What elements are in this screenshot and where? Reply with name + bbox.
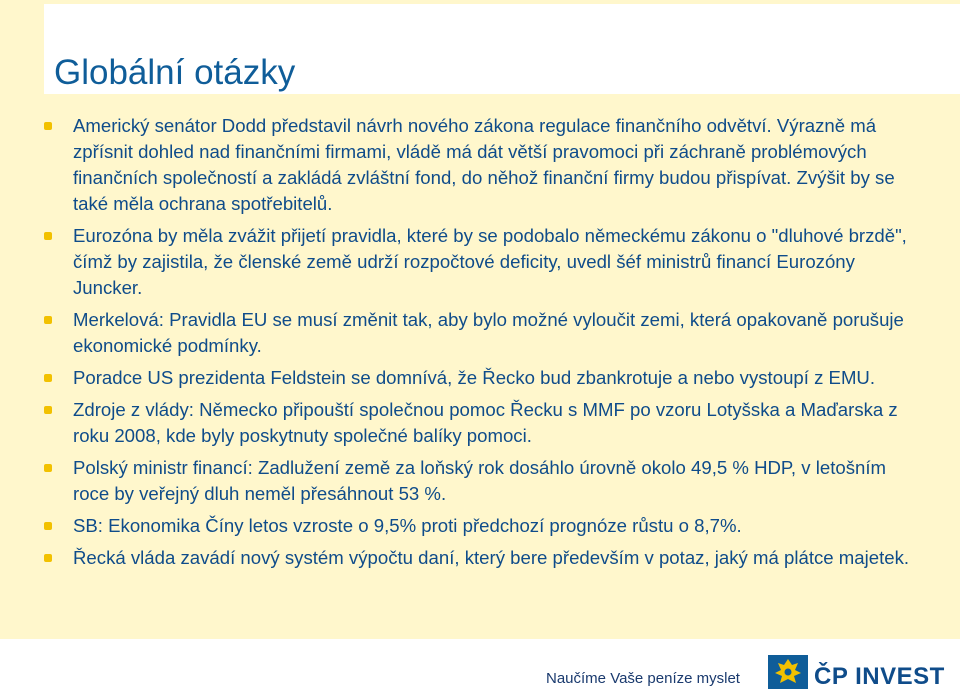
cp-invest-emblem-icon — [768, 655, 808, 689]
bullet-icon — [44, 232, 52, 240]
bullet-text: Polský ministr financí: Zadlužení země za loňský rok dosáhlo úrovně okolo 49,5 % HDP, v letošním roce by veřejný dluh neměl přesáhnout 53 %. — [73, 457, 886, 504]
bullet-icon — [44, 316, 52, 324]
brand-name: ČP INVEST — [814, 663, 945, 690]
bullet-icon — [44, 522, 52, 530]
bullet-icon — [44, 464, 52, 472]
bullet-icon — [44, 122, 52, 130]
bullet-icon — [44, 406, 52, 414]
bullet-text: Poradce US prezidenta Feldstein se domnívá, že Řecko bud zbankrotuje a nebo vystoupí z EMU. — [73, 367, 876, 388]
list-item — [0, 365, 960, 391]
bullet-icon — [44, 554, 52, 562]
list-item — [0, 223, 960, 301]
bullet-text: Řecká vláda zavádí nový systém výpočtu daní, který bere především v potaz, jaký má plátce majetek. — [73, 547, 910, 568]
list-item — [0, 307, 960, 359]
bullet-text: Zdroje z vlády: Německo připouští společnou pomoc Řecku s MMF po vzoru Lotyšska a Maďarska z roku 2008, kde byly poskytnuty společné balíky pomoci. — [73, 399, 898, 446]
bullet-text: Eurozóna by měla zvážit přijetí pravidla, které by se podobalo německému zákonu o "dluhové brzdě", čímž by zajistila, že členské země udrží rozpočtové deficity, uvedl šéf ministrů financí Eurozóny Juncker. — [73, 225, 907, 298]
list-item — [0, 455, 960, 507]
bullet-text: Americký senátor Dodd představil návrh nového zákona regulace finančního odvětví. Výrazně má zpřísnit dohled nad finančními firmami, vládě má dát větší pravomoci při záchraně problémových finančních společností a zakládá zvláštní fond, do něhož finanční firmy budou přispívat. Zvýšit by se také měla ochrana spotřebitelů. — [73, 115, 895, 214]
slide-title: Globální otázky — [54, 53, 296, 92]
list-item — [0, 513, 960, 539]
bullet-list — [0, 113, 960, 577]
content-area — [0, 96, 960, 639]
list-item — [0, 545, 960, 571]
bullet-icon — [44, 374, 52, 382]
bullet-text: Merkelová: Pravidla EU se musí změnit tak, aby bylo možné vyloučit zemi, která opakovaně porušuje ekonomické podmínky. — [73, 309, 904, 356]
list-item — [0, 113, 960, 217]
footer-slogan: Naučíme Vaše peníze myslet — [546, 670, 740, 687]
bullet-text: SB: Ekonomika Číny letos vzroste o 9,5% proti předchozí prognóze růstu o 8,7%. — [73, 515, 742, 536]
list-item — [0, 397, 960, 449]
